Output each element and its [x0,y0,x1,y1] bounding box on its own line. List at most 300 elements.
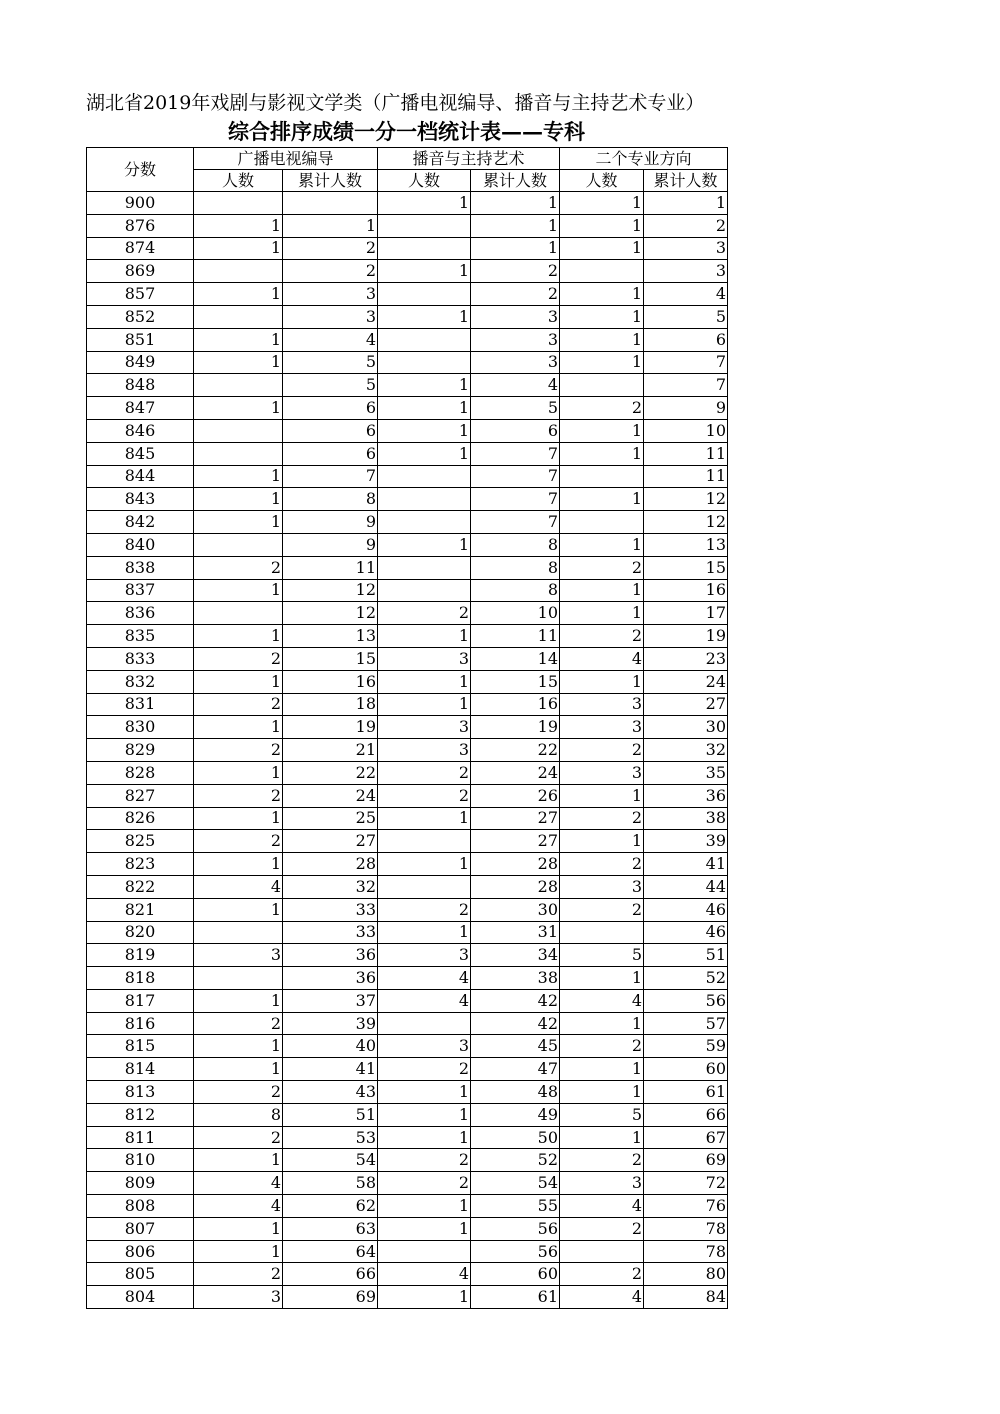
directing-cumulative-cell: 21 [283,739,378,762]
table-row [87,1263,728,1286]
hosting-cumulative-cell: 3 [471,305,560,328]
directing-count-cell: 2 [194,784,283,807]
hosting-count-cell: 1 [378,1126,471,1149]
score-cell: 819 [87,944,194,967]
combined-cumulative-cell: 4 [644,283,728,306]
score-cell: 830 [87,716,194,739]
score-cell: 815 [87,1035,194,1058]
directing-count-cell: 1 [194,1217,283,1240]
directing-count-cell: 1 [194,351,283,374]
hosting-count-cell [378,237,471,260]
directing-count-cell: 1 [194,625,283,648]
table-row [87,488,728,511]
directing-count-cell: 1 [194,1240,283,1263]
directing-count-cell: 2 [194,1012,283,1035]
directing-cumulative-cell: 54 [283,1149,378,1172]
hosting-count-cell: 1 [378,1195,471,1218]
hosting-count-cell: 1 [378,670,471,693]
table-row [87,1081,728,1104]
directing-cumulative-cell: 11 [283,556,378,579]
directing-count-cell: 2 [194,830,283,853]
combined-count-cell: 4 [560,989,644,1012]
combined-count-cell: 1 [560,328,644,351]
table-row [87,374,728,397]
score-cell: 817 [87,989,194,1012]
directing-count-cell: 2 [194,693,283,716]
combined-count-cell: 4 [560,647,644,670]
combined-cumulative-cell: 3 [644,237,728,260]
combined-count-cell: 1 [560,1058,644,1081]
combined-count-cell: 1 [560,602,644,625]
table-row [87,967,728,990]
score-cell: 845 [87,442,194,465]
directing-count-cell [194,533,283,556]
hosting-count-cell [378,328,471,351]
hosting-cumulative-cell: 8 [471,533,560,556]
score-cell: 851 [87,328,194,351]
hosting-count-cell: 4 [378,989,471,1012]
hosting-count-cell: 1 [378,397,471,420]
combined-count-cell: 1 [560,419,644,442]
table-row [87,875,728,898]
combined-count-cell: 3 [560,716,644,739]
table-row [87,807,728,830]
hosting-cumulative-cell: 48 [471,1081,560,1104]
hosting-count-cell: 1 [378,853,471,876]
combined-count-cell: 1 [560,967,644,990]
hosting-count-cell: 3 [378,944,471,967]
combined-cumulative-cell: 80 [644,1263,728,1286]
combined-cumulative-cell: 3 [644,260,728,283]
hosting-cumulative-cell: 27 [471,830,560,853]
table-row [87,739,728,762]
hosting-cumulative-cell: 52 [471,1149,560,1172]
hosting-count-cell: 4 [378,1263,471,1286]
hosting-cumulative-cell: 50 [471,1126,560,1149]
hosting-cumulative-cell: 28 [471,875,560,898]
combined-count-cell: 3 [560,761,644,784]
directing-cumulative-cell: 19 [283,716,378,739]
directing-count-cell: 2 [194,556,283,579]
directing-cumulative-cell: 4 [283,328,378,351]
combined-count-cell: 5 [560,944,644,967]
score-cell: 826 [87,807,194,830]
hosting-count-cell: 4 [378,967,471,990]
table-row [87,602,728,625]
hosting-cumulative-cell: 61 [471,1286,560,1309]
combined-cumulative-cell: 11 [644,465,728,488]
hosting-count-cell [378,214,471,237]
hosting-count-cell: 1 [378,305,471,328]
combined-count-cell: 5 [560,1103,644,1126]
directing-cumulative-cell: 25 [283,807,378,830]
combined-count-cell: 1 [560,1126,644,1149]
score-cell: 818 [87,967,194,990]
score-cell: 852 [87,305,194,328]
hosting-count-cell: 2 [378,1172,471,1195]
directing-count-cell: 1 [194,328,283,351]
hosting-cumulative-cell: 42 [471,1012,560,1035]
hosting-cumulative-cell: 24 [471,761,560,784]
table-body [87,192,728,1309]
combined-count-cell [560,921,644,944]
hosting-cumulative-cell: 26 [471,784,560,807]
hosting-cumulative-cell: 45 [471,1035,560,1058]
hosting-count-cell: 2 [378,1149,471,1172]
directing-cumulative-cell: 8 [283,488,378,511]
score-cell: 811 [87,1126,194,1149]
combined-cumulative-cell: 46 [644,921,728,944]
table-row [87,192,728,215]
score-cell: 843 [87,488,194,511]
combined-cumulative-cell: 46 [644,898,728,921]
combined-count-cell: 3 [560,875,644,898]
hosting-cumulative-cell: 8 [471,556,560,579]
combined-count-cell: 2 [560,1149,644,1172]
hosting-count-cell [378,283,471,306]
directing-count-cell [194,921,283,944]
directing-cumulative-cell: 24 [283,784,378,807]
combined-cumulative-cell: 11 [644,442,728,465]
table-row [87,716,728,739]
combined-cumulative-cell: 7 [644,351,728,374]
hosting-cumulative-cell: 11 [471,625,560,648]
combined-count-cell: 2 [560,625,644,648]
table-row [87,511,728,534]
hosting-count-cell: 1 [378,419,471,442]
directing-cumulative-cell: 9 [283,533,378,556]
hosting-cumulative-cell: 34 [471,944,560,967]
table-row [87,556,728,579]
hosting-cumulative-cell: 7 [471,488,560,511]
directing-cumulative-cell: 5 [283,374,378,397]
directing-cumulative-cell: 32 [283,875,378,898]
combined-cumulative-cell: 5 [644,305,728,328]
table-row [87,898,728,921]
score-cell: 825 [87,830,194,853]
directing-cumulative-cell: 41 [283,1058,378,1081]
directing-cumulative-cell: 36 [283,967,378,990]
score-cell: 900 [87,192,194,215]
hosting-cumulative-cell: 5 [471,397,560,420]
hosting-cumulative-cell: 3 [471,328,560,351]
combined-count-cell: 2 [560,898,644,921]
score-cell: 832 [87,670,194,693]
hosting-cumulative-cell: 28 [471,853,560,876]
table-row [87,761,728,784]
combined-cumulative-cell: 1 [644,192,728,215]
score-column-header: 分数 [87,148,194,192]
combined-cumulative-cell: 32 [644,739,728,762]
document-subtitle: 综合排序成绩一分一档统计表——专科 [228,119,585,144]
directing-cumulative-cell: 33 [283,921,378,944]
hosting-cumulative-cell: 56 [471,1217,560,1240]
directing-count-cell: 8 [194,1103,283,1126]
hosting-count-cell: 1 [378,921,471,944]
table-row [87,1195,728,1218]
hosting-cumulative-cell: 2 [471,260,560,283]
combined-count-cell: 1 [560,1081,644,1104]
directing-count-cell: 1 [194,807,283,830]
directing-cumulative-cell: 2 [283,260,378,283]
combined-count-cell: 2 [560,1035,644,1058]
directing-count-cell [194,442,283,465]
hosting-count-cell: 1 [378,1217,471,1240]
combined-cumulative-cell: 57 [644,1012,728,1035]
score-cell: 849 [87,351,194,374]
combined-count-cell: 1 [560,214,644,237]
hosting-cumulative-cell: 7 [471,511,560,534]
directing-cumulative-cell: 3 [283,283,378,306]
hosting-cumulative-cell: 55 [471,1195,560,1218]
hosting-count-cell [378,1240,471,1263]
hosting-cumulative-cell: 31 [471,921,560,944]
combined-cumulative-cell: 52 [644,967,728,990]
combined-count-cell: 1 [560,442,644,465]
directing-cumulative-cell: 15 [283,647,378,670]
combined-count-cell: 1 [560,670,644,693]
directing-cumulative-cell: 69 [283,1286,378,1309]
hosting-count-cell: 1 [378,625,471,648]
combined-cumulative-cell: 72 [644,1172,728,1195]
combined-count-cell: 1 [560,533,644,556]
directing-count-cell: 1 [194,670,283,693]
score-cell: 805 [87,1263,194,1286]
combined-cumulative-cell: 36 [644,784,728,807]
combined-cumulative-cell: 78 [644,1217,728,1240]
combined-cumulative-cell: 59 [644,1035,728,1058]
hosting-count-cell: 1 [378,807,471,830]
hosting-count-cell [378,488,471,511]
directing-cumulative-cell: 13 [283,625,378,648]
score-cell: 822 [87,875,194,898]
group-header-broadcast-directing: 广播电视编导 [194,148,378,170]
hosting-cumulative-cell: 6 [471,419,560,442]
combined-cumulative-cell: 66 [644,1103,728,1126]
combined-count-cell: 1 [560,283,644,306]
score-cell: 876 [87,214,194,237]
table-row [87,579,728,602]
hosting-cumulative-cell: 15 [471,670,560,693]
table-row [87,237,728,260]
combined-cumulative-cell: 6 [644,328,728,351]
score-cell: 831 [87,693,194,716]
directing-cumulative-cell: 3 [283,305,378,328]
combined-count-cell: 3 [560,1172,644,1195]
hosting-cumulative-cell: 49 [471,1103,560,1126]
directing-cumulative-cell: 6 [283,442,378,465]
combined-cumulative-cell: 67 [644,1126,728,1149]
combined-count-cell: 2 [560,853,644,876]
hosting-cumulative-cell: 16 [471,693,560,716]
directing-count-cell: 1 [194,989,283,1012]
hosting-count-cell: 2 [378,898,471,921]
hosting-cumulative-cell: 38 [471,967,560,990]
score-cell: 804 [87,1286,194,1309]
score-cell: 814 [87,1058,194,1081]
table-row [87,647,728,670]
hosting-count-cell: 3 [378,739,471,762]
hosting-cumulative-cell: 27 [471,807,560,830]
combined-cumulative-cell: 60 [644,1058,728,1081]
combined-count-cell: 1 [560,351,644,374]
directing-cumulative-cell: 40 [283,1035,378,1058]
combined-count-cell: 2 [560,1263,644,1286]
directing-count-cell [194,305,283,328]
combined-cumulative-cell: 19 [644,625,728,648]
hosting-cumulative-cell: 54 [471,1172,560,1195]
combined-cumulative-cell: 41 [644,853,728,876]
directing-count-cell: 2 [194,647,283,670]
hosting-count-cell: 1 [378,1286,471,1309]
score-cell: 823 [87,853,194,876]
hosting-count-cell: 3 [378,647,471,670]
combined-cumulative-cell: 61 [644,1081,728,1104]
directing-count-cell: 1 [194,511,283,534]
table-row [87,1012,728,1035]
score-cell: 828 [87,761,194,784]
hosting-count-cell: 1 [378,1081,471,1104]
table-row [87,784,728,807]
hosting-cumulative-cell: 1 [471,192,560,215]
directing-count-cell: 4 [194,875,283,898]
directing-count-cell: 1 [194,283,283,306]
directing-count-cell: 1 [194,237,283,260]
hosting-cumulative-cell: 47 [471,1058,560,1081]
directing-cumulative-cell: 43 [283,1081,378,1104]
directing-cumulative-cell: 18 [283,693,378,716]
directing-count-cell: 3 [194,944,283,967]
directing-cumulative-cell: 27 [283,830,378,853]
directing-cumulative-cell: 66 [283,1263,378,1286]
score-cell: 844 [87,465,194,488]
combined-count-cell: 3 [560,693,644,716]
hosting-count-cell [378,830,471,853]
combined-count-cell: 1 [560,192,644,215]
hosting-count-cell [378,465,471,488]
directing-count-cell [194,192,283,215]
table-row [87,625,728,648]
hosting-count-cell [378,875,471,898]
combined-cumulative-cell: 69 [644,1149,728,1172]
subheader-cumulative: 累计人数 [471,170,560,192]
combined-cumulative-cell: 56 [644,989,728,1012]
combined-cumulative-cell: 9 [644,397,728,420]
hosting-count-cell: 3 [378,716,471,739]
combined-count-cell [560,260,644,283]
score-cell: 816 [87,1012,194,1035]
directing-count-cell: 4 [194,1195,283,1218]
table-row [87,1149,728,1172]
combined-count-cell [560,465,644,488]
directing-cumulative-cell: 39 [283,1012,378,1035]
combined-count-cell: 1 [560,305,644,328]
directing-count-cell: 1 [194,1058,283,1081]
combined-cumulative-cell: 2 [644,214,728,237]
directing-cumulative-cell: 53 [283,1126,378,1149]
combined-count-cell: 1 [560,1012,644,1035]
directing-cumulative-cell: 64 [283,1240,378,1263]
score-cell: 874 [87,237,194,260]
combined-count-cell: 1 [560,488,644,511]
table-row [87,1035,728,1058]
directing-count-cell: 1 [194,1035,283,1058]
directing-cumulative-cell: 7 [283,465,378,488]
subheader-cumulative: 累计人数 [644,170,728,192]
hosting-count-cell: 2 [378,784,471,807]
hosting-count-cell [378,556,471,579]
directing-cumulative-cell [283,192,378,215]
combined-count-cell [560,1240,644,1263]
score-cell: 846 [87,419,194,442]
subheader-cumulative: 累计人数 [283,170,378,192]
directing-count-cell [194,260,283,283]
directing-cumulative-cell: 58 [283,1172,378,1195]
combined-cumulative-cell: 12 [644,511,728,534]
combined-cumulative-cell: 51 [644,944,728,967]
table-row [87,1103,728,1126]
score-cell: 807 [87,1217,194,1240]
group-header-both-majors: 二个专业方向 [560,148,728,170]
hosting-count-cell: 2 [378,602,471,625]
hosting-count-cell: 2 [378,761,471,784]
directing-cumulative-cell: 2 [283,237,378,260]
combined-count-cell: 2 [560,807,644,830]
combined-count-cell: 2 [560,739,644,762]
hosting-count-cell: 1 [378,533,471,556]
directing-count-cell: 1 [194,488,283,511]
score-cell: 827 [87,784,194,807]
combined-count-cell [560,374,644,397]
table-row [87,305,728,328]
combined-cumulative-cell: 24 [644,670,728,693]
hosting-count-cell: 1 [378,693,471,716]
score-cell: 833 [87,647,194,670]
combined-cumulative-cell: 30 [644,716,728,739]
hosting-count-cell: 1 [378,374,471,397]
combined-count-cell: 1 [560,784,644,807]
subheader-count: 人数 [194,170,283,192]
table-row [87,465,728,488]
directing-cumulative-cell: 16 [283,670,378,693]
group-header-announcing-hosting: 播音与主持艺术 [378,148,560,170]
hosting-cumulative-cell: 1 [471,214,560,237]
table-row [87,1217,728,1240]
hosting-cumulative-cell: 10 [471,602,560,625]
combined-cumulative-cell: 84 [644,1286,728,1309]
directing-count-cell: 1 [194,853,283,876]
score-cell: 808 [87,1195,194,1218]
score-cell: 837 [87,579,194,602]
score-cell: 838 [87,556,194,579]
hosting-cumulative-cell: 8 [471,579,560,602]
combined-cumulative-cell: 16 [644,579,728,602]
combined-cumulative-cell: 27 [644,693,728,716]
score-cell: 829 [87,739,194,762]
table-row [87,328,728,351]
table-row [87,830,728,853]
directing-count-cell: 1 [194,898,283,921]
score-cell: 847 [87,397,194,420]
combined-cumulative-cell: 44 [644,875,728,898]
score-cell: 836 [87,602,194,625]
directing-count-cell: 3 [194,1286,283,1309]
directing-cumulative-cell: 33 [283,898,378,921]
combined-cumulative-cell: 17 [644,602,728,625]
hosting-cumulative-cell: 56 [471,1240,560,1263]
hosting-cumulative-cell: 30 [471,898,560,921]
hosting-count-cell [378,351,471,374]
